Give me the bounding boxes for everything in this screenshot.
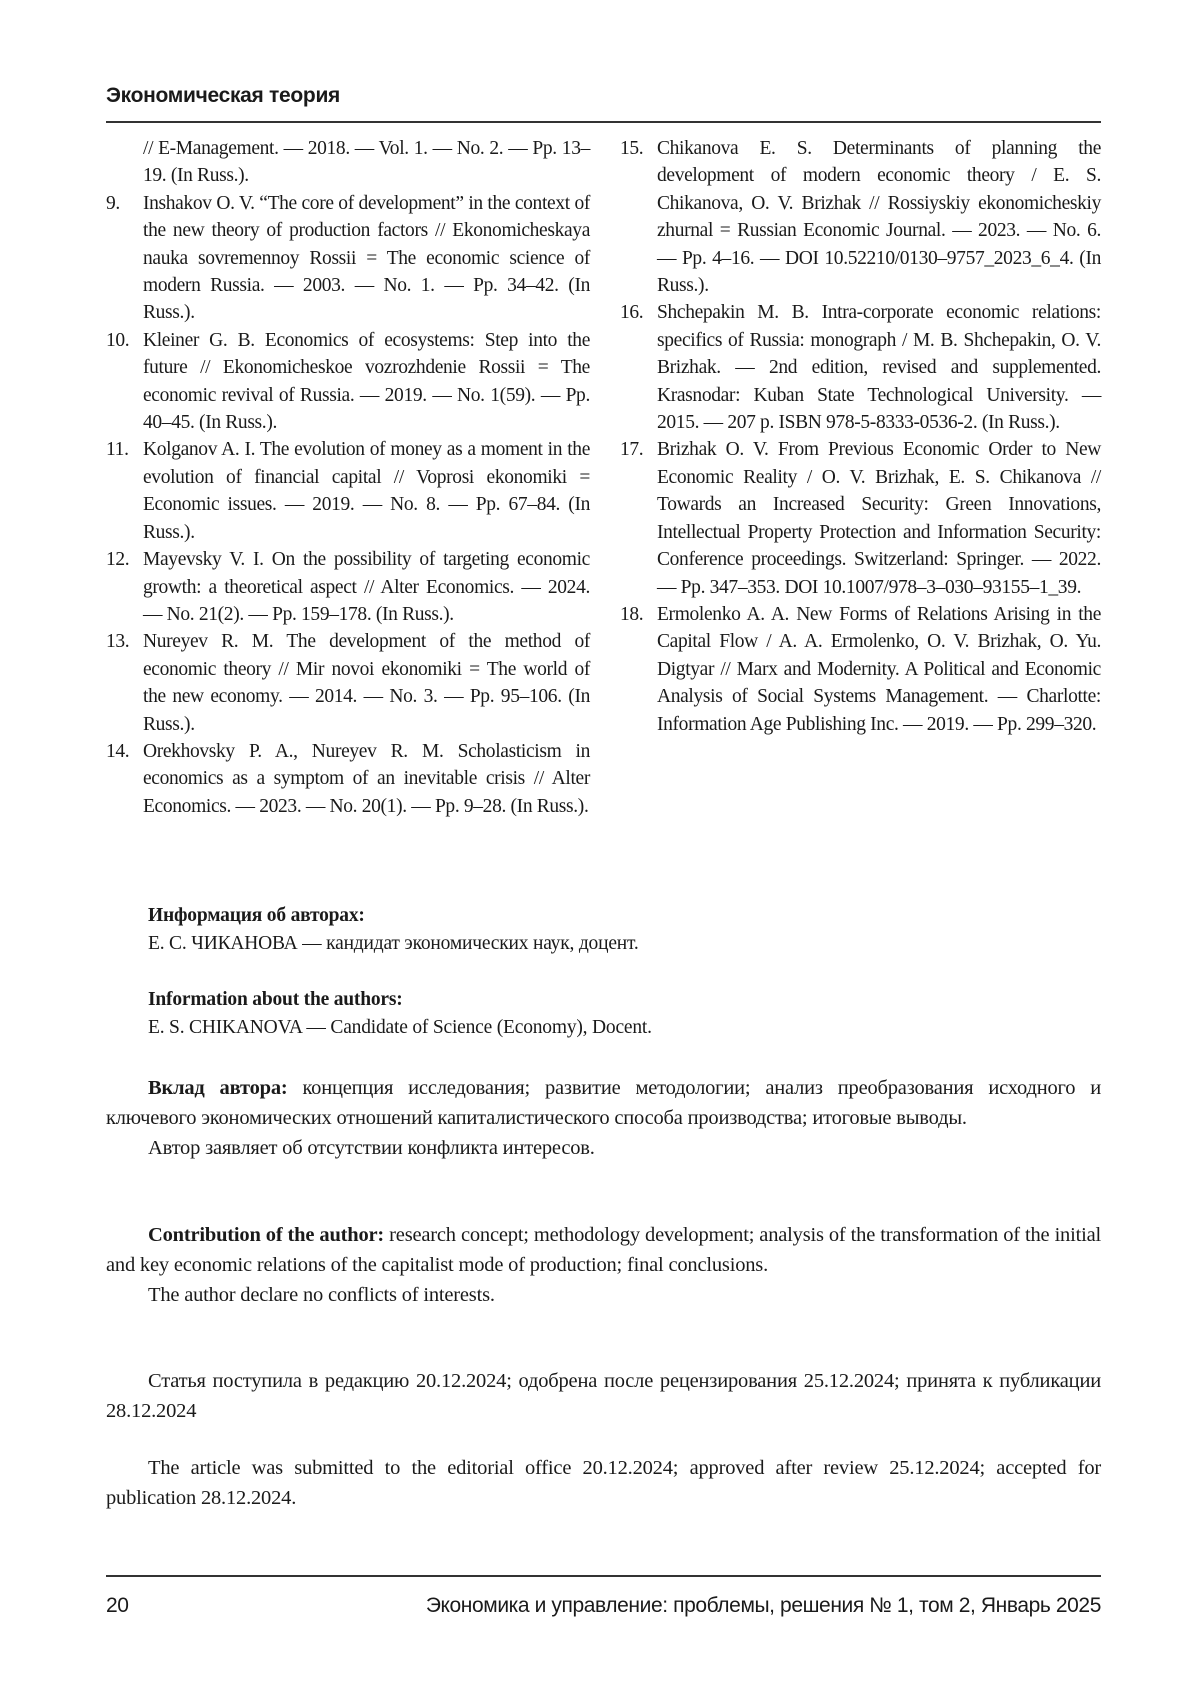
reference-text: Shchepakin M. B. Intra-corporate economic relations: specifics of Russia: monograph / M. B. Shchepakin, O. V. Brizhak. — 2nd edition, revised and supplemented. Krasnodar: Kuban State Technological University. — 2015. — 207 p. ISBN 978-5-8333-0536-2. (In Russ.). [657, 302, 1101, 434]
reference-item [106, 135, 590, 190]
header-rule [106, 121, 1101, 123]
reference-number: 10. [106, 329, 130, 351]
page-number: 20 [106, 1594, 129, 1617]
reference-text: Inshakov O. V. “The core of development” in the context of the new theory of production factors // Ekonomicheskaya nauka sovremennoy Rossii = The economic science of modern Russia. — 2003. — No. 1. — Pp. 34–42. (In Russ.). [143, 192, 590, 324]
reference-text: Kolganov A. I. The evolution of money as a moment in the evolution of financial capital // Voprosi ekonomiki = Economic issues. — 2019. — No. 8. — Pp. 67–84. (In Russ.). [143, 439, 590, 543]
reference-number: 11. [106, 439, 129, 461]
reference-item [620, 299, 1101, 436]
dates-ru: Статья поступила в редакцию 20.12.2024; одобрена после рецензирования 25.12.2024; принята к публикации 28.12.2024 [106, 1370, 1101, 1422]
contribution-text-en: research concept; methodology development; analysis of the transformation of the initial and key economic relations of the capitalist mode of production; final conclusions. [106, 1224, 1101, 1276]
authors-info-ru [106, 902, 1101, 958]
contribution-en [106, 1220, 1101, 1310]
reference-item [106, 436, 590, 546]
reference-number: 12. [106, 549, 130, 571]
reference-number: 17. [620, 439, 644, 461]
authors-text-ru: Е. С. ЧИКАНОВА — кандидат экономических наук, доцент. [148, 933, 639, 954]
dates-en: The article was submitted to the editorial office 20.12.2024; approved after review 25.12.2024; accepted for publication 28.12.2024. [106, 1457, 1101, 1509]
reference-number: 15. [620, 138, 644, 159]
reference-item [620, 436, 1101, 600]
authors-heading-ru: Информация об авторах: [148, 905, 365, 926]
contribution-label-ru: Вклад автора: [148, 1077, 288, 1099]
reference-number: 18. [620, 603, 644, 625]
section-title: Экономическая теория [106, 84, 341, 107]
contribution-ru [106, 1073, 1101, 1163]
authors-heading-en: Information about the authors: [148, 989, 403, 1010]
reference-text: Mayevsky V. I. On the possibility of targeting economic growth: a theoretical aspect // Alter Economics. — 2024. — No. 21(2). — Pp. 159–178. (In Russ.). [143, 549, 590, 625]
reference-item [620, 135, 1101, 299]
reference-number: 13. [106, 631, 130, 653]
reference-text: Brizhak O. V. From Previous Economic Order to New Economic Reality / O. V. Brizhak, E. S. Chikanova // Towards an Increased Security: Green Innovations, Intellectual Property Protection and Information Security: Conference proceedings. Switzerland: Springer. — 2022. — Pp. 347–353. DOI 10.1007/978–3–030–93155–1_39. [657, 439, 1101, 598]
reference-text: Ermolenko A. A. New Forms of Relations Arising in the Capital Flow / A. A. Ermolenko, O. V. Brizhak, O. Yu. Digtyar // Marx and Modernity. A Political and Economic Analysis of Social Systems Management. — Charlotte: Information Age Publishing Inc. — 2019. — Pp. 299–320. [657, 603, 1101, 735]
reference-number: 9. [106, 192, 120, 214]
conflict-statement-ru: Автор заявляет об отсутствии конфликта интересов. [148, 1137, 595, 1159]
reference-text: Kleiner G. B. Economics of ecosystems: Step into the future // Ekonomicheskoe vozrozhdenie Rossii = The economic revival of Russia. — 2019. — No. 1(59). — Pp. 40–45. (In Russ.). [143, 329, 590, 434]
reference-item [106, 327, 590, 437]
reference-text: // E-Management. — 2018. — Vol. 1. — No. 2. — Pp. 13–19. (In Russ.). [143, 138, 590, 187]
reference-number: 16. [620, 302, 644, 324]
footer-rule [106, 1575, 1101, 1577]
reference-item [620, 601, 1101, 738]
journal-info: Экономика и управление: проблемы, решения № 1, том 2, Январь 2025 [425, 1594, 1101, 1617]
contribution-label-en: Contribution of the author: [148, 1224, 385, 1246]
contribution-text-ru: концепция исследования; развитие методологии; анализ преобразования исходного и ключевого экономических отношений капиталистического способа производства; итоговые выводы. [106, 1077, 1101, 1129]
reference-text: Nureyev R. M. The development of the method of economic theory // Mir novoi ekonomiki = The world of the new economy. — 2014. — No. 3. — Pp. 95–106. (In Russ.). [143, 631, 590, 735]
reference-text: Orekhovsky P. A., Nureyev R. M. Scholasticism in economics as a symptom of an inevitable crisis // Alter Economics. — 2023. — No. 20(1). — Pp. 9–28. (In Russ.). [143, 740, 590, 817]
reference-number: 14. [106, 740, 130, 762]
reference-item [106, 546, 590, 628]
reference-item [106, 190, 590, 327]
authors-info-en [106, 986, 1101, 1042]
reference-text: Chikanova E. S. Determinants of planning the development of modern economic theory / E. S. Chikanova, O. V. Brizhak // Rossiyskiy ekonomicheskiy zhurnal = Russian Economic Journal. — 2023. — No. 6. — Pp. 4–16. — DOI 10.52210/0130–9757_2023_6_4. (In Russ.). [657, 138, 1101, 297]
authors-text-en: E. S. CHIKANOVA — Candidate of Science (Economy), Docent. [148, 1017, 652, 1038]
reference-item [106, 628, 590, 738]
references-right-column [620, 135, 1101, 738]
references-left-column [106, 135, 590, 820]
conflict-statement-en: The author declare no conflicts of interests. [148, 1284, 495, 1306]
reference-item [106, 738, 590, 820]
